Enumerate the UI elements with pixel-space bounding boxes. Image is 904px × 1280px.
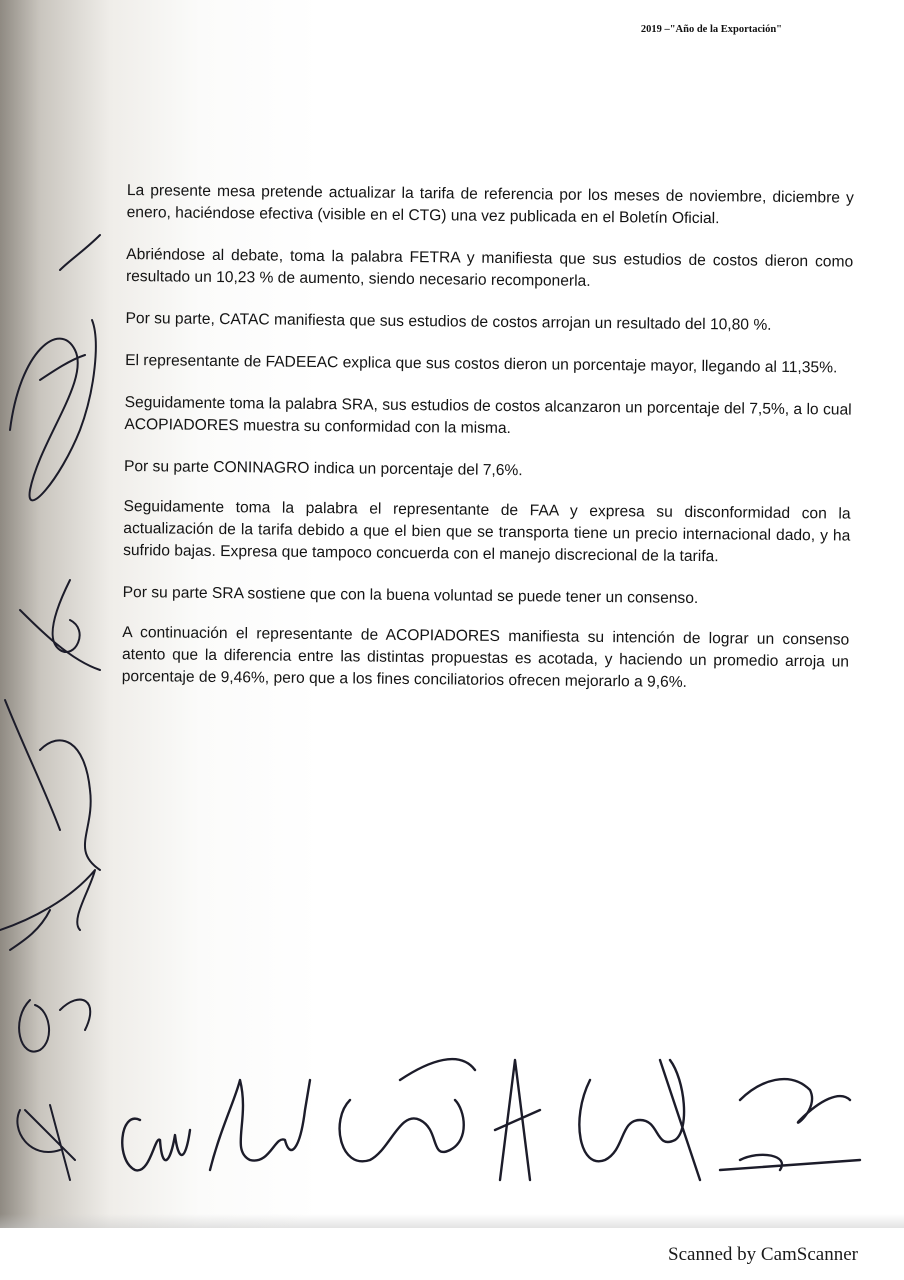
paragraph-catac: Por su parte, CATAC manifiesta que sus estudios de costos arrojan un resultado del 10,80 %.	[125, 309, 772, 334]
document-body	[121, 180, 853, 716]
margin-signature-2	[20, 580, 100, 670]
paragraph-acopiadores: A continuación el representante de ACOPIADORES manifiesta su intención de lograr un consenso atento que la diferencia entre las distintas propuestas es acotada, y haciendo un promedio arroja un porcentaje de 9,46%, pero que a los fines conciliatorios ofrecen mejorarlo a 9,6%.	[121, 623, 850, 691]
signature-3	[340, 1059, 475, 1161]
page-header-motto: 2019 –"Año de la Exportación"	[640, 24, 782, 35]
paragraph-faa: Seguidamente toma la palabra el representante de FAA y expresa su disconformidad con la actualización de la tarifa debido a que el bien que se transporta tiene un precio internacional dado, y ha sufrido bajas. Expresa que tampoco concuerda con el manejo discrecional de la tarifa.	[123, 497, 851, 566]
margin-signature-1	[10, 235, 100, 500]
margin-signature-3	[5, 700, 100, 870]
signature-4	[495, 1060, 540, 1180]
paragraph-sra-costs: Seguidamente toma la palabra SRA, sus estudios de costos alcanzaron un porcentaje del 7,5%, a lo cual ACOPIADORES muestra su conformidad con la misma.	[124, 393, 852, 438]
signature-2	[210, 1080, 310, 1170]
paragraph-sra-consensus: Por su parte SRA sostiene que con la buena voluntad se puede tener un consenso.	[122, 583, 699, 608]
signature-6	[720, 1079, 860, 1170]
signature-5	[579, 1060, 700, 1180]
bottom-signatures	[100, 1040, 900, 1220]
scanner-watermark: Scanned by CamScanner	[668, 1244, 858, 1265]
margin-signature-4	[0, 870, 95, 950]
paragraph-fadeeac: El representante de FADEEAC explica que sus costos dieron un porcentaje mayor, llegando al 11,35%.	[125, 351, 838, 377]
margin-signature-5	[19, 1000, 90, 1052]
paragraph-fetra: Abriéndose al debate, toma la palabra FETRA y manifiesta que sus estudios de costos dieron como resultado un 10,23 % de aumento, siendo necesario recomponerla.	[125, 245, 854, 290]
margin-signature-6	[17, 1105, 75, 1180]
signature-1	[122, 1119, 190, 1171]
paragraph-coninagro: Por su parte CONINAGRO indica un porcentaje del 7,6%.	[123, 457, 523, 480]
page-edge-shadow	[0, 1214, 904, 1228]
paragraph-intro: La presente mesa pretende actualizar la tarifa de referencia por los meses de noviembre, diciembre y enero, haciéndose efectiva (visible en el CTG) una vez publicada en el Boletín Oficial.	[126, 181, 854, 228]
